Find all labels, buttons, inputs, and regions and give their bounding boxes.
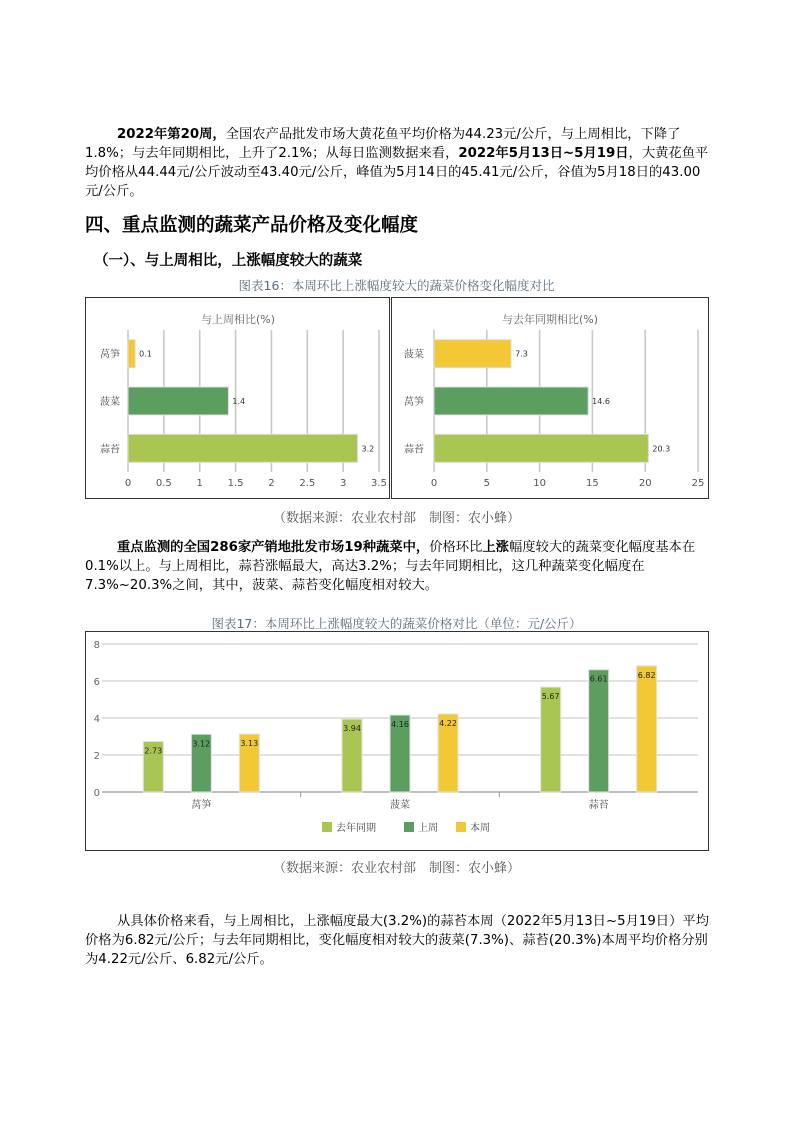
bar: [434, 340, 511, 368]
category-label: 莴笋: [191, 800, 212, 811]
chart-weekly-change: [86, 298, 389, 498]
y-tick-label: 8: [93, 640, 100, 651]
chart-price-comparison: [86, 632, 708, 850]
para2-rise: 上涨: [482, 540, 509, 555]
category-label: 菠菜: [404, 349, 424, 361]
chart16-caption: 图表16：本周环比上涨幅度较大的蔬菜价格变化幅度对比: [238, 278, 555, 293]
x-tick-label: 0.5: [155, 478, 172, 489]
data-label: 20.3: [652, 444, 671, 454]
category-label: 蒜苔: [100, 444, 120, 456]
para1-week: 2022年第20周，: [117, 127, 226, 142]
chart17-caption: 图表17：本周环比上涨幅度较大的蔬菜价格对比（单位：元/公斤）: [211, 616, 582, 631]
para2-lead: 重点监测的全国286家产销地批发市场19种蔬菜中，: [117, 540, 430, 555]
para2-text-b: 幅度较大的蔬菜变化幅度基本在0.1%以上。与上周相比，蒜苔涨幅最大，高达3.2%；与去年同期相比，这几种蔬菜变化幅度在7.3%~20.3%之间，其中，菠菜、蒜苔变化幅度相对较大。: [85, 540, 696, 593]
data-label: 3.12: [192, 739, 211, 749]
chart16-left-panel: [85, 297, 390, 499]
data-label: 7.3: [515, 349, 528, 359]
chart-title: 与上周相比(%): [200, 313, 276, 326]
bar: [637, 666, 657, 792]
bar: [434, 387, 588, 415]
para1-text-a: 全国农产品批发市场大黄花鱼平均价格为44.23元/公斤，与上周相比，下降了1.8%；与去年同期相比，上升了2.1%；从每日监测数据来看，: [85, 127, 681, 161]
y-tick-label: 0: [93, 788, 100, 799]
para1-text-b: ，大黄花鱼平均价格从44.44元/公斤波动至43.40元/公斤，峰值为5月14日的45.41元/公斤，谷值为5月18日的43.00元/公斤。: [85, 146, 709, 199]
bar: [128, 387, 228, 415]
category-label: 蒜苔: [404, 444, 424, 456]
category-label: 菠菜: [100, 397, 120, 408]
data-label: 14.6: [592, 397, 610, 406]
data-label: 3.94: [343, 724, 361, 734]
chart16-source: （数据来源：农业农村部 制图：农小蜂）: [272, 511, 520, 526]
legend-label: 上周: [418, 823, 438, 834]
category-label: 莴笋: [404, 397, 424, 408]
chart16-right-panel: [391, 297, 709, 499]
data-label: 5.67: [541, 692, 560, 702]
chart-yearly-change: [392, 298, 708, 498]
data-label: 6.82: [637, 670, 656, 680]
data-label: 3.2: [361, 444, 375, 454]
bar: [589, 670, 609, 792]
x-tick-label: 0: [430, 478, 438, 489]
data-label: 1.4: [232, 397, 246, 406]
data-label: 2.73: [144, 746, 163, 756]
data-label: 0.1: [139, 349, 152, 359]
x-tick-label: 20: [638, 478, 652, 489]
paragraph-fish-price: [85, 125, 709, 201]
category-label: 菠菜: [390, 800, 410, 811]
x-tick-label: 25: [691, 478, 705, 489]
legend-label: 本周: [470, 823, 490, 834]
legend-swatch: [404, 822, 414, 832]
x-tick-label: 10: [533, 478, 546, 489]
para2-text-a: 价格环比: [429, 540, 483, 555]
data-label: 4.22: [439, 718, 457, 728]
x-tick-label: 0: [124, 478, 132, 489]
paragraph-vegetable-summary: [85, 538, 709, 595]
x-tick-label: 1: [196, 478, 203, 489]
category-label: 蒜苔: [588, 800, 609, 811]
x-tick-label: 15: [586, 478, 599, 489]
subsection-heading: （一）、与上周相比，上涨幅度较大的蔬菜: [94, 253, 363, 269]
data-label: 6.61: [589, 674, 608, 684]
paragraph-price-detail: [85, 912, 709, 969]
para3-text: 从具体价格来看，与上周相比，上涨幅度最大(3.2%)的蒜苔本周（2022年5月13日~5月19日）平均价格为6.82元/公斤；与去年同期相比，变化幅度相对较大的菠菜(7.3%)、蒜苔(20.3%)本周平均价格分别为4.22元/公斤、6.82元/公斤。: [85, 914, 709, 967]
x-tick-label: 3.5: [371, 478, 387, 489]
chart17-source: （数据来源：农业农村部 制图：农小蜂）: [272, 861, 520, 876]
category-label: 莴笋: [100, 349, 120, 361]
x-tick-label: 5: [483, 478, 490, 489]
bar: [128, 340, 135, 368]
y-tick-label: 6: [93, 677, 100, 688]
chart-title: 与去年同期相比(%): [501, 313, 599, 326]
chart17-panel: [85, 631, 709, 851]
x-tick-label: 2: [268, 478, 275, 489]
legend-swatch: [456, 822, 466, 832]
x-tick-label: 3: [339, 478, 347, 489]
x-tick-label: 2.5: [299, 478, 316, 489]
legend-label: 去年同期: [336, 823, 376, 834]
legend-swatch: [322, 822, 332, 832]
bar: [128, 434, 357, 462]
bar: [541, 687, 561, 792]
data-label: 4.16: [391, 720, 409, 730]
data-label: 3.13: [240, 739, 259, 749]
y-tick-label: 2: [93, 751, 100, 762]
bar: [434, 434, 648, 462]
para1-date-range: 2022年5月13日~5月19日: [458, 146, 629, 161]
y-tick-label: 4: [93, 714, 100, 725]
section-heading: 四、重点监测的蔬菜产品价格及变化幅度: [85, 215, 419, 236]
x-tick-label: 1.5: [227, 478, 244, 489]
